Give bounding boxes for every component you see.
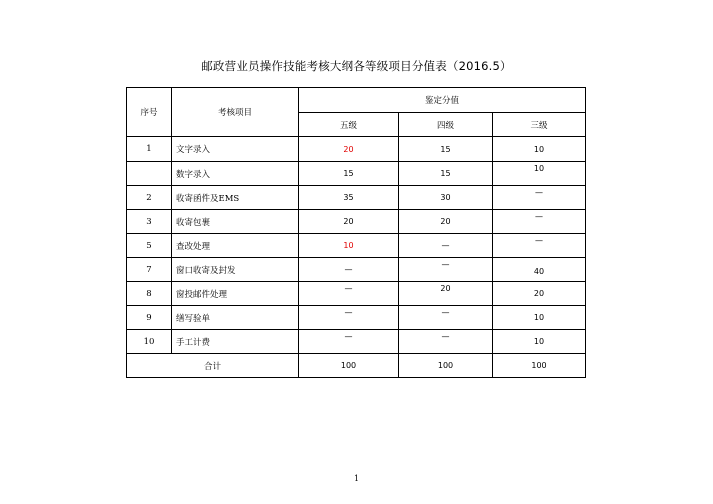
table-row [127, 186, 586, 210]
row-level-4: 15 [399, 162, 493, 186]
row-item: 窗投邮件处理 [172, 282, 299, 306]
table-row [127, 330, 586, 354]
row-level-3: 10 [493, 137, 586, 162]
total-row [127, 354, 586, 378]
row-level-5: 35 [299, 186, 399, 210]
row-seq: 5 [127, 234, 172, 258]
row-level-5: 15 [299, 162, 399, 186]
table-row [127, 137, 586, 162]
document-title: 邮政营业员操作技能考核大纲各等级项目分值表（2016.5） [201, 59, 512, 73]
row-level-5: — [344, 332, 353, 341]
total-level-4: 100 [399, 354, 493, 378]
row-seq: 7 [127, 258, 172, 282]
row-item: 窗口收寄及封发 [172, 258, 299, 282]
row-item: 缮写验单 [172, 306, 299, 330]
header-seq: 序号 [127, 88, 172, 137]
header-level-3: 三级 [493, 113, 586, 137]
row-level-4: 30 [399, 186, 493, 210]
table-row [127, 210, 586, 234]
row-level-3: — [535, 188, 543, 197]
total-level-5: 100 [299, 354, 399, 378]
row-level-4: — [441, 260, 450, 269]
row-seq: 10 [127, 330, 172, 354]
header-level-4: 四级 [399, 113, 493, 137]
row-level-3: 10 [493, 306, 586, 330]
table-row [127, 306, 586, 330]
row-level-5: — [344, 308, 353, 317]
total-level-3: 100 [493, 354, 586, 378]
row-level-5: 20 [299, 210, 399, 234]
page-number: 1 [353, 474, 360, 483]
row-seq: 2 [127, 186, 172, 210]
score-table [126, 87, 586, 378]
row-level-5: — [299, 258, 399, 282]
row-level-5: 20 [299, 137, 399, 162]
row-seq: 1 [127, 137, 172, 162]
row-level-4: 20 [399, 210, 493, 234]
row-level-4: — [441, 332, 450, 341]
total-label: 合计 [127, 354, 299, 378]
header-item: 考核项目 [172, 88, 299, 137]
row-level-5: 10 [299, 234, 399, 258]
row-level-3: — [535, 212, 543, 221]
row-level-4: 15 [399, 137, 493, 162]
table-row [127, 258, 586, 282]
row-level-3: 10 [533, 164, 545, 173]
row-seq [127, 162, 172, 186]
row-level-4: — [441, 308, 450, 317]
header-score-group: 鉴定分值 [299, 88, 586, 113]
row-level-4: 20 [440, 284, 451, 293]
row-item: 文字录入 [172, 137, 299, 162]
row-item: 手工计费 [172, 330, 299, 354]
row-level-3: — [535, 236, 543, 245]
row-item: 数字录入 [172, 162, 299, 186]
row-level-3: 10 [493, 330, 586, 354]
table-row [127, 282, 586, 306]
row-level-4: — [399, 234, 493, 258]
row-seq: 8 [127, 282, 172, 306]
row-item: 收寄包裹 [172, 210, 299, 234]
table-row [127, 234, 586, 258]
row-level-5: — [344, 284, 353, 293]
row-seq: 3 [127, 210, 172, 234]
row-item: 收寄函件及EMS [172, 186, 299, 210]
row-level-3: 40 [533, 267, 545, 276]
row-seq: 9 [127, 306, 172, 330]
header-level-5: 五级 [299, 113, 399, 137]
row-item: 查改处理 [172, 234, 299, 258]
table-row [127, 162, 586, 186]
row-level-3: 20 [493, 282, 586, 306]
